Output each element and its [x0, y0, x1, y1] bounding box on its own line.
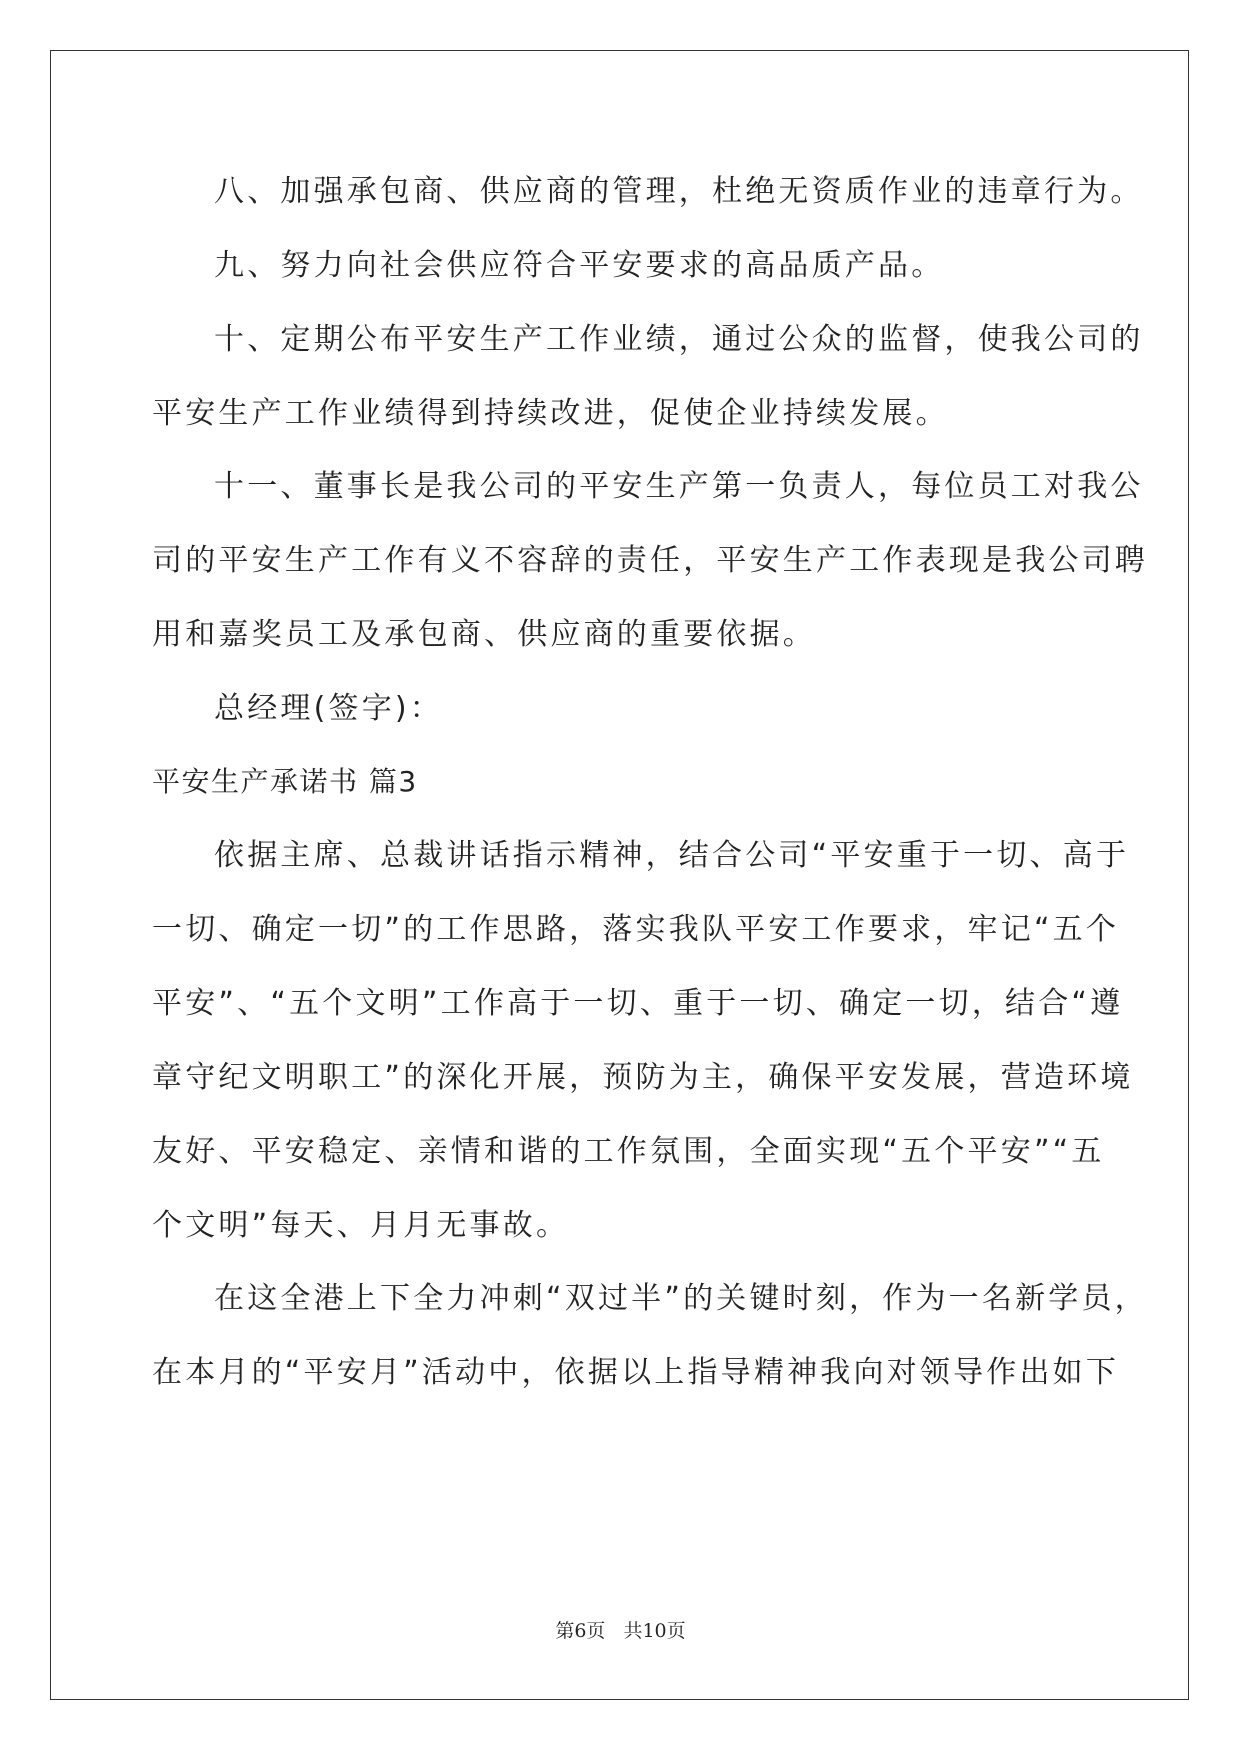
- paragraph-line: 平安生产工作业绩得到持续改进，促使企业持续发展。: [152, 396, 949, 431]
- signature-line: 总经理(签字)：: [214, 691, 444, 726]
- paragraph-line: 司的平安生产工作有义不容辞的责任，平安生产工作表现是我公司聘: [152, 543, 1148, 578]
- paragraph-line: 章守纪文明职工”的深化开展，预防为主，确保平安发展，营造环境: [152, 1060, 1134, 1095]
- section-heading: 平安生产承诺书 篇3: [152, 765, 418, 798]
- paragraph-line: 十一、董事长是我公司的平安生产第一负责人，每位员工对我公: [214, 469, 1144, 504]
- paragraph-line: 平安”、“五个文明”工作高于一切、重于一切、确定一切，结合“遵: [152, 986, 1124, 1021]
- paragraph-line: 个文明”每天、月月无事故。: [152, 1208, 570, 1243]
- paragraph-line: 用和嘉奖员工及承包商、供应商的重要依据。: [152, 617, 816, 652]
- page-footer: [0, 1616, 1241, 1643]
- paragraph-line: 十、定期公布平安生产工作业绩，通过公众的监督，使我公司的: [214, 322, 1144, 357]
- paragraph-line: 在本月的“平安月”活动中，依据以上指导精神我向对领导作出如下: [152, 1355, 1120, 1390]
- paragraph-line: 八、加强承包商、供应商的管理，杜绝无资质作业的违章行为。: [214, 174, 1144, 209]
- total-pages-label: 共10页: [623, 1620, 686, 1642]
- paragraph-line: 一切、确定一切”的工作思路，落实我队平安工作要求，牢记“五个: [152, 912, 1120, 947]
- paragraph-line: 依据主席、总裁讲话指示精神，结合公司“平安重于一切、高于: [214, 838, 1130, 873]
- paragraph-line: 九、努力向社会供应符合平安要求的高品质产品。: [214, 248, 945, 283]
- current-page-label: 第6页: [555, 1620, 606, 1642]
- paragraph-line: 在这全港上下全力冲刺“双过半”的关键时刻，作为一名新学员，: [214, 1281, 1148, 1316]
- paragraph-line: 友好、平安稳定、亲情和谐的工作氛围，全面实现“五个平安”“五: [152, 1134, 1105, 1169]
